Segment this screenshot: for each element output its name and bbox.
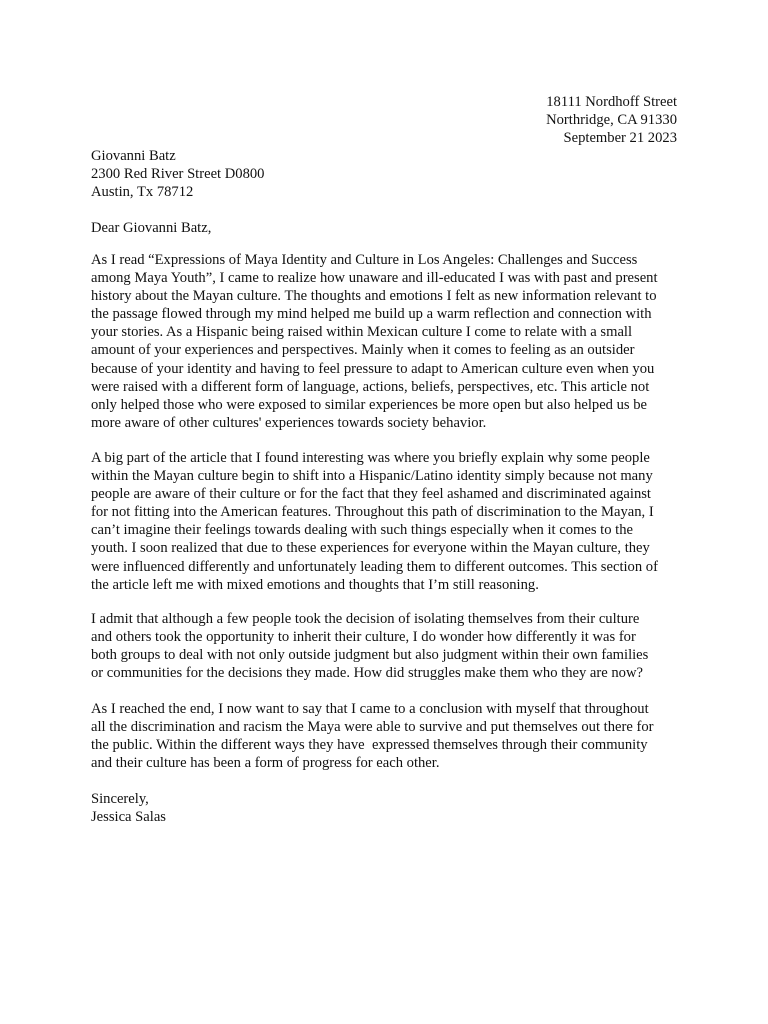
paragraph-line: were influenced differently and unfortunately leading them to different outcomes. This section of (91, 558, 658, 575)
paragraph-line: more aware of other cultures' experiences towards society behavior. (91, 414, 487, 431)
closing: Sincerely, (91, 791, 149, 807)
paragraph-line: among Maya Youth”, I came to realize how unaware and ill-educated I was with past and present (91, 270, 658, 287)
paragraph-line: within the Mayan culture begin to shift into a Hispanic/Latino identity simply because not many (91, 468, 653, 485)
body-paragraph-3 (91, 610, 648, 682)
sender-city-state-zip: Northridge, CA 91330 (546, 112, 677, 128)
sender-street: 18111 Nordhoff Street (546, 94, 677, 110)
paragraph-line: all the discrimination and racism the Maya were able to survive and put themselves out there for (91, 719, 654, 736)
paragraph-line: can’t imagine their feelings towards dealing with such things especially when it comes to the (91, 522, 633, 539)
body-paragraph-1 (91, 251, 658, 432)
paragraph-line: only helped those who were exposed to similar experiences be more open but also helped us be (91, 396, 648, 413)
paragraph-line: youth. I soon realized that due to these experiences for everyone within the Mayan culture, they (91, 540, 650, 557)
paragraph-line: the public. Within the different ways they have expressed themselves through their community (91, 737, 648, 754)
paragraph-line: A big part of the article that I found interesting was where you briefly explain why some people (91, 450, 650, 466)
body-paragraph-2 (91, 449, 658, 594)
paragraph-line: I admit that although a few people took the decision of isolating themselves from their culture (91, 611, 640, 627)
paragraph-line: for not fitting into the American features. Throughout this path of discrimination to the Mayan, I (91, 504, 654, 521)
paragraph-line: As I read “Expressions of Maya Identity and Culture in Los Angeles: Challenges and Success (91, 252, 638, 268)
paragraph-line: the passage flowed through my mind helped me build up a warm reflection and connection with (91, 306, 652, 323)
paragraph-line: because of your identity and having to feel pressure to adapt to American culture even when you (91, 360, 655, 377)
salutation: Dear Giovanni Batz, (91, 220, 212, 236)
paragraph-line: history about the Mayan culture. The thoughts and emotions I felt as new information relevant to (91, 288, 657, 305)
recipient-street: 2300 Red River Street D0800 (91, 166, 265, 182)
paragraph-line: both groups to deal with not only outside judgment but also judgment within their own families (91, 647, 649, 664)
recipient-city-state-zip: Austin, Tx 78712 (91, 184, 194, 200)
letter-date: September 21 2023 (563, 130, 677, 146)
signature-name: Jessica Salas (91, 809, 166, 825)
paragraph-line: your stories. As a Hispanic being raised within Mexican culture I come to relate with a small (91, 324, 633, 341)
paragraph-line: or communities for the decisions they made. How did struggles make them who they are now? (91, 665, 643, 682)
paragraph-line: the article left me with mixed emotions and thoughts that I’m still reasoning. (91, 576, 539, 593)
paragraph-line: amount of your experiences and perspectives. Mainly when it comes to feeling as an outsider (91, 342, 635, 359)
paragraph-line: and their culture has been a form of progress for each other. (91, 755, 440, 772)
paragraph-line: and others took the opportunity to inherit their culture, I do wonder how differently it was for (91, 629, 636, 646)
paragraph-line: As I reached the end, I now want to say that I came to a conclusion with myself that throughout (91, 701, 649, 717)
paragraph-line: were raised with a different form of language, actions, beliefs, perspectives, etc. This article not (91, 378, 650, 395)
paragraph-line: people are aware of their culture or for the fact that they feel ashamed and discriminated against (91, 486, 651, 503)
body-paragraph-4 (91, 700, 654, 772)
recipient-name: Giovanni Batz (91, 148, 176, 164)
